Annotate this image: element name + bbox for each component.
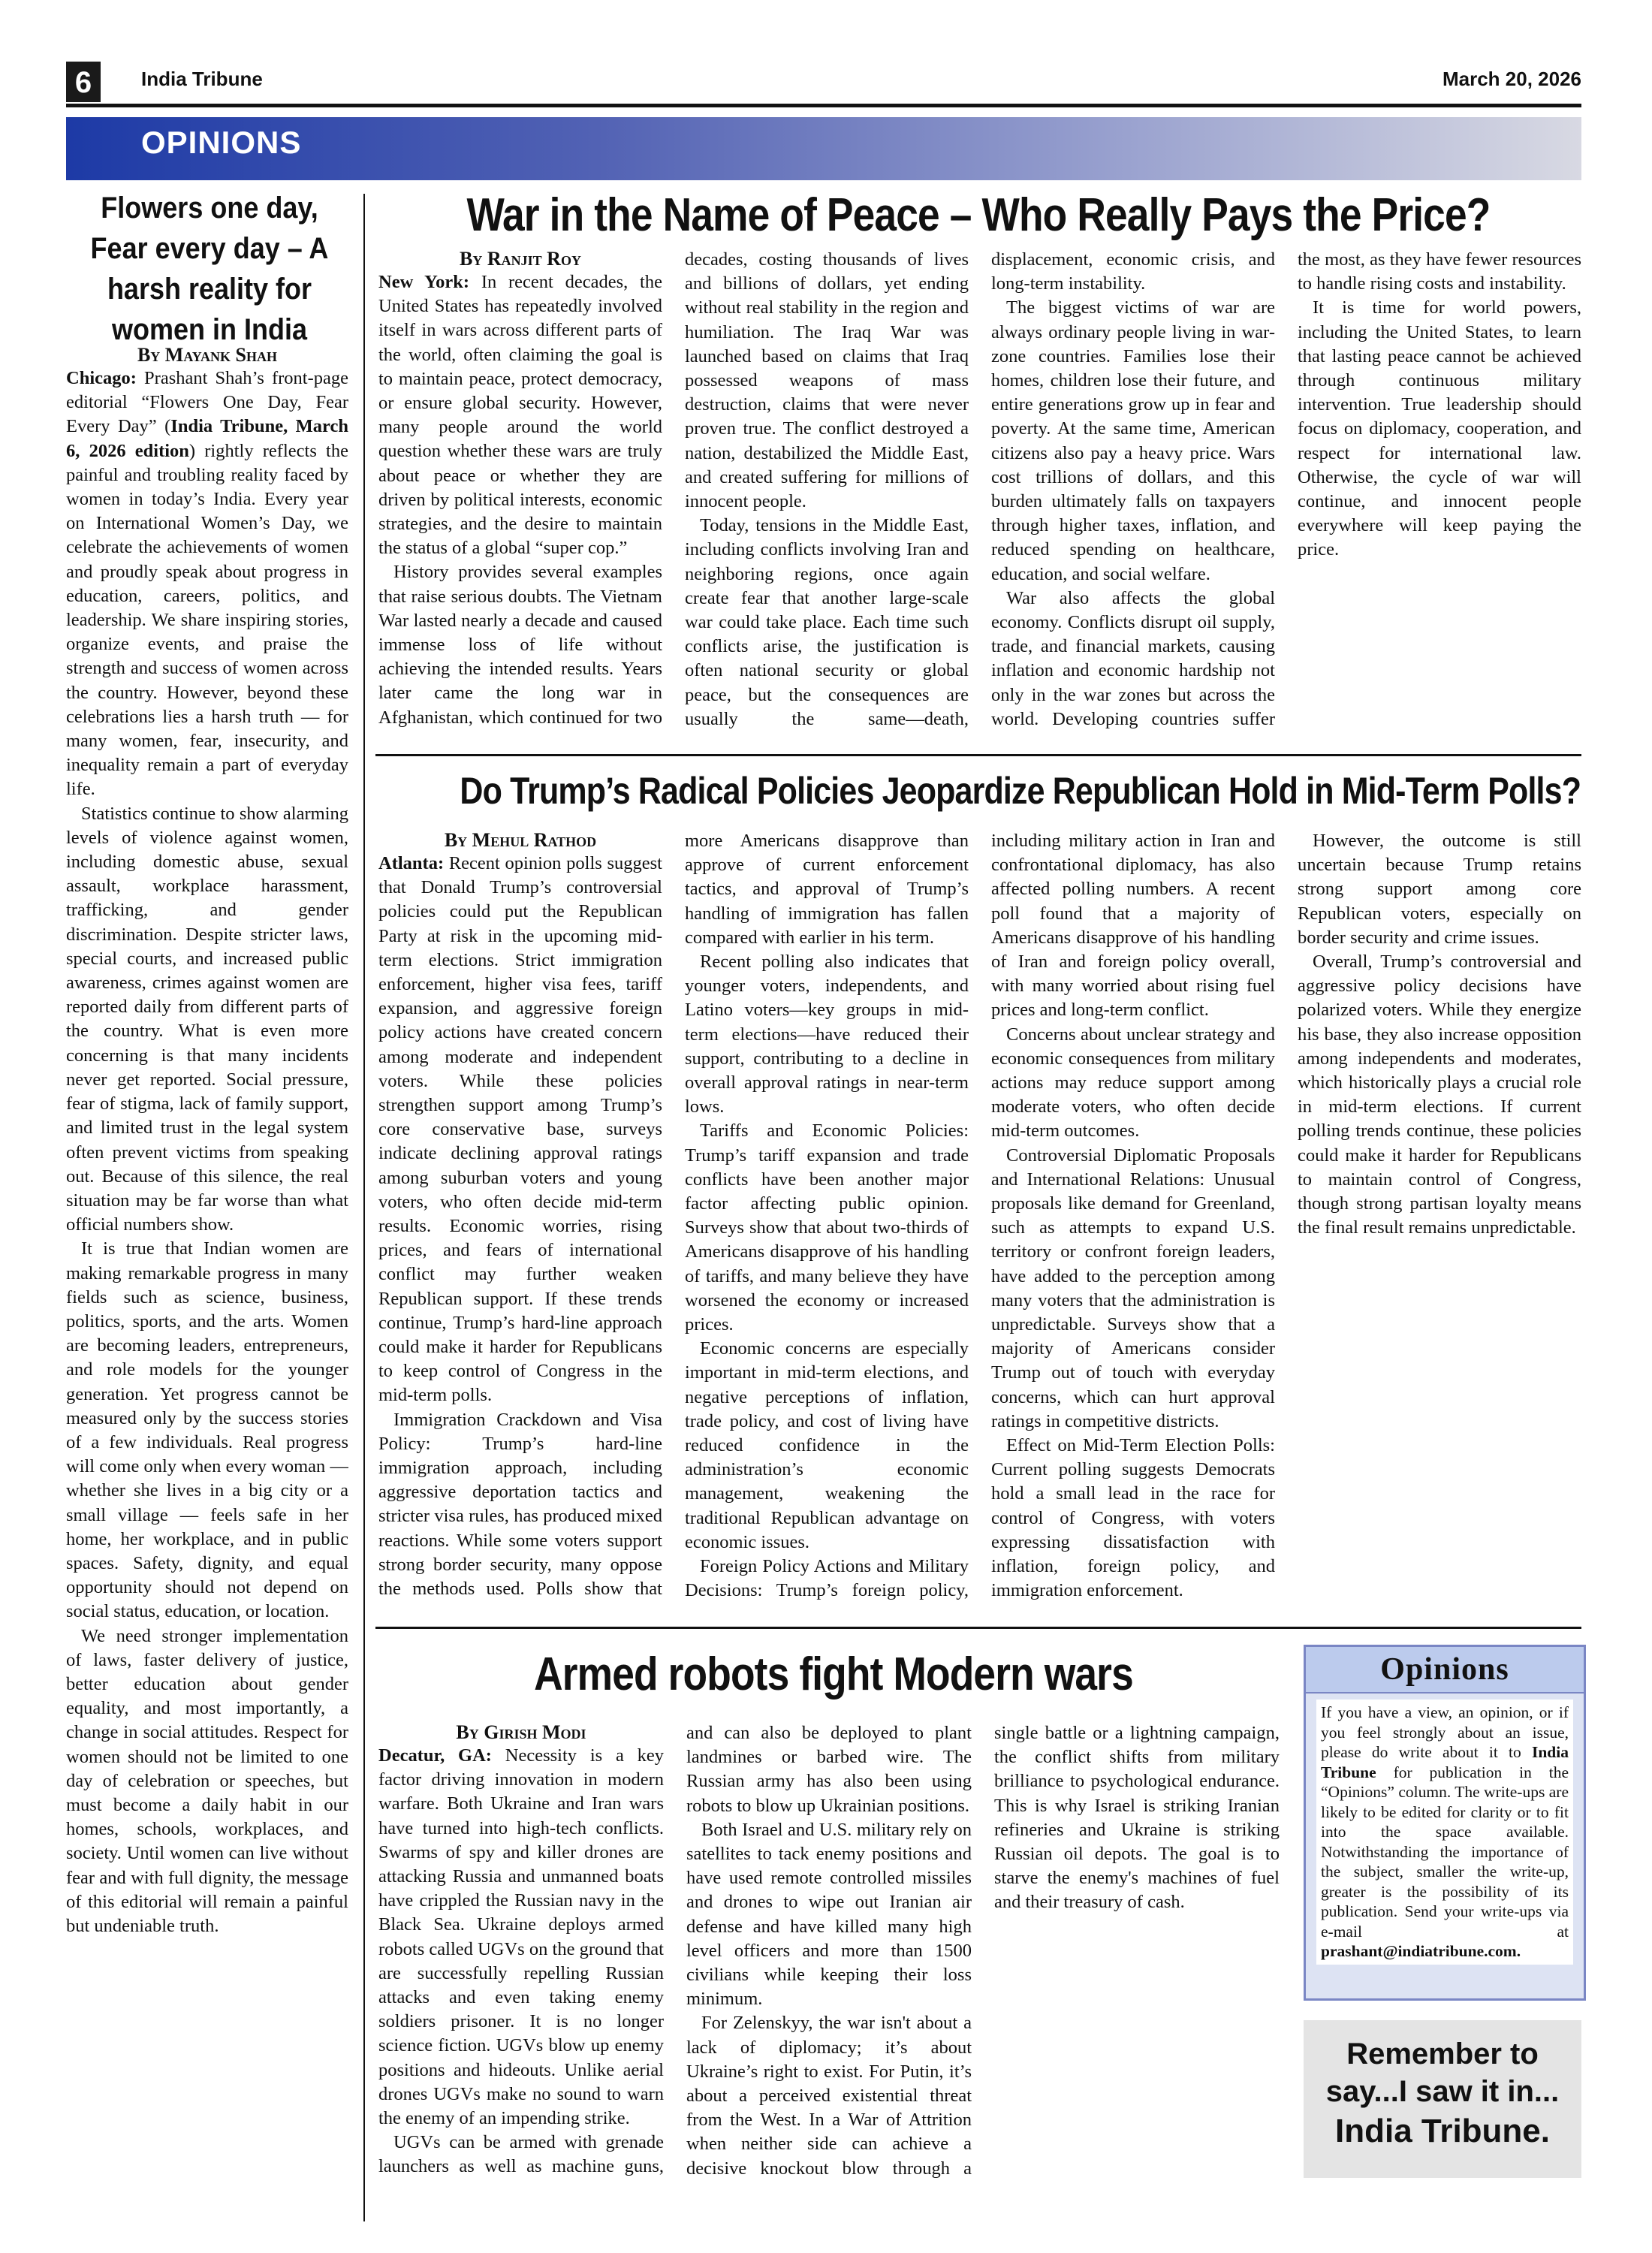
- women-dateline: Chicago:: [66, 368, 137, 388]
- promo-line-1: Remember to say...I saw it in...: [1325, 2037, 1560, 2108]
- opinions-box-text: If you have a view, an opinion, or if you feel strongly about an issue, please do write about it to India Tribune for publication in the “Opinions” column. The write-ups are likely to be edited for clarity or to fit into the space available. Notwithstanding the importance of the subject, smaller the write-up, greater is the possibility of its publication. Send your write-ups via e-mail at prashant@indiatribune.com.: [1316, 1700, 1573, 1965]
- trump-article-byline: By Mehul Rathod: [444, 829, 597, 851]
- issue-date: March 20, 2026: [1442, 68, 1581, 90]
- robots-dateline: Decatur, GA:: [378, 1745, 492, 1766]
- war-article-paragraph: The biggest victims of war are always ordinary people living in war-zone countries. Families lose their homes, children lose their future, and entire generations grow up in fear and poverty. At the same time, American citizens also pay a heavy price. Wars cost trillions of dollars, and this burden ultimately falls on taxpayers through higher taxes, inflation, and reduced spending on healthcare, education, and social welfare.: [991, 297, 1275, 584]
- women-article-paragraph: It is true that Indian women are making remarkable progress in many fields such as science, business, politics, sports, and the arts. Women are becoming leaders, entrepreneurs, and role models for the younger generation. Yet progress cannot be measured only by the success stories of a few individuals. Real progress will come only when every woman — whether she lives in a big city or a small village — feels safe in her home, her workplace, and in public spaces. Safety, dignity, and equal opportunity should not depend on social status, education, or location.: [66, 1238, 348, 1622]
- robots-article-paragraph: UGVs can be armed with grenade launchers as well as machine guns, and can also be deployed to plant landmines or barbed wire. The Russian army has also been using robots to blow up Ukrainian positions.: [378, 1723, 972, 2177]
- publication-name: India Tribune: [141, 68, 263, 90]
- opinions-box: [1304, 1645, 1586, 2001]
- section-title: OPINIONS: [141, 125, 302, 160]
- women-article-headline: Flowers one day, Fear every day – A harsh reality for women in India: [90, 192, 329, 346]
- war-article-byline: By Ranjit Roy: [460, 248, 581, 270]
- trump-article-body: [378, 829, 1581, 1619]
- women-article-body: [66, 344, 348, 2203]
- trump-article-paragraph: Economic concerns are especially important in mid-term elections, and negative perceptions of inflation, trade policy, and cost of living have reduced confidence in the administration’s economic management, weakening the traditional Republican advantage on economic issues.: [685, 1338, 969, 1552]
- war-dateline: New York:: [378, 272, 470, 292]
- trump-article-paragraph: Effect on Mid-Term Election Polls: Current polling suggests Democrats hold a small lead in the race for control of Congress, with voters expressing dissatisfaction with inflation, foreign policy, and immigration enforcement.: [991, 1435, 1275, 1601]
- war-article-paragraph: It is time for world powers, including the United States, to learn that lasting peace cannot be achieved through continuous military intervention. True leadership should focus on diplomacy, cooperation, and respect for international law. Otherwise, the cycle of war will continue, and innocent people everywhere will keep paying the price.: [1298, 297, 1581, 560]
- women-article-byline: By Mayank Shah: [137, 344, 278, 366]
- trump-article-paragraph: Atlanta: Recent opinion polls suggest that Donald Trump’s controversial policies could put the Republican Party at risk in the upcoming mid-term elections. Strict immigration enforcement, higher visa fees, tariff expansion, and aggressive foreign policy actions have created concern among moderate and independent voters. While these policies strengthen support among Trump’s core conservative base, surveys indicate declining approval ratings among suburban voters and young voters, who often decide mid-term results. Economic worries, rising prices, and fears of international conflict may further weaken Republican support. If these trends continue, Trump’s hard-line approach could make it harder for Republicans to keep control of Congress in the mid-term polls.: [378, 853, 662, 1406]
- opinions-box-title: Opinions: [1306, 1647, 1584, 1694]
- robots-article-paragraph: Decatur, GA: Necessity is a key factor driving innovation in modern warfare. Both Ukraine and Iran wars have turned into high-tech conflicts. Swarms of spy and killer drones are attacking Russia and unmanned boats have crippled the Russian navy in the Black Sea. Ukraine deploys armed robots called UGVs on the ground that are successfully repelling Russian attacks and even taking enemy soldiers prisoner. It is no longer science fiction. UGVs blow up enemy positions and hideouts. Unlike aerial drones UGVs make no sound to warn the enemy of an impending strike.: [378, 1745, 665, 2129]
- trump-article-paragraph: Tariffs and Economic Policies: Trump’s tariff expansion and trade conflicts have been another major factor affecting public opinion. Surveys show that about two-thirds of Americans disapprove of his handling of tariffs, and many believe they have worsened the economy or increased prices.: [685, 1120, 969, 1335]
- women-article-paragraph: Statistics continue to show alarming levels of violence against women, including domestic abuse, sexual assault, workplace harassment, trafficking, and gender discrimination. Despite stricter laws, special courts, and increased public awareness, crimes against women are reported daily from different parts of the country. What is even more concerning is that many incidents never get reported. Social pressure, fear of stigma, lack of family support, and limited trust in the legal system often prevent victims from speaking out. Because of this silence, the real situation may be far worse than what official numbers show.: [66, 803, 348, 1235]
- page-header: [66, 62, 1581, 105]
- women-article-paragraph: Chicago: Prashant Shah’s front-page editorial “Flowers One Day, Fear Every Day” (India Tribune, March 6, 2026 edition) rightly reflects the painful and troubling reality faced by women in today’s India. Every year on International Women’s Day, we celebrate the achievements of women and proudly speak about progress in education, careers, politics, and leadership. We share inspiring stories, organize events, and praise the strength and success of women across the country. However, beyond these celebrations lies a harsh truth — for many women, fear, insecurity, and inequality remain a part of everyday life.: [66, 368, 348, 800]
- war-article-rule: [375, 754, 1581, 756]
- robots-article-body: [378, 1721, 1280, 2202]
- robots-article-headline: Armed robots fight Modern wars: [534, 1648, 1133, 1700]
- robots-article-byline: By Girish Modi: [456, 1721, 586, 1743]
- war-article-paragraph: Today, tensions in the Middle East, including conflicts involving Iran and neighboring regions, once again create fear that another large-scale war could take place. Each time such conflicts arise, the justification is often national security or global peace, but the consequences are usually the same—death, displacement, economic crisis, and long-term instability.: [685, 249, 1275, 729]
- war-article-paragraph: History provides several examples that raise serious doubts. The Vietnam War lasted nearly a decade and caused immense loss of life without achieving the intended results. Years later came the long war in Afghanistan, which continued for two decades, costing thousands of lives and billions of dollars, yet ending without real stability in the region and humiliation. The Iraq War was launched based on claims that Iraq possessed weapons of mass destruction, claims that were never proven true. The conflict destroyed a nation, destabilized the Middle East, and created suffering for millions of innocent people.: [378, 249, 969, 728]
- header-rule: [66, 104, 1581, 107]
- promo-box: [1304, 2020, 1581, 2178]
- war-article-body: [378, 248, 1581, 743]
- war-article-paragraph: New York: In recent decades, the United States has repeatedly involved itself in wars across different parts of the world, often claiming the goal is to maintain peace, protect democracy, or ensure global security. However, many people around the world question whether these wars are truly about peace or whether they are driven by political interests, economic strategies, and the desire to maintain the status of a global “super cop.”: [378, 272, 662, 559]
- trump-dateline: Atlanta:: [378, 853, 445, 873]
- trump-article-paragraph: Concerns about unclear strategy and economic consequences from military actions may reduce support among moderate voters, who often decide mid-term outcomes.: [991, 1024, 1275, 1142]
- trump-article-paragraph: Controversial Diplomatic Proposals and International Relations: Unusual proposals like demand for Greenland, such as attempts to expand U.S. territory or confront foreign leaders, have added to the perception among many voters that the administration is unpredictable. Surveys show that a majority of Americans consider Trump out of touch with everyday concerns, which can hurt approval ratings in competitive districts.: [991, 1145, 1275, 1431]
- war-article-paragraph: War also affects the global economy. Conflicts disrupt oil supply, trade, and financial markets, causing inflation and economic hardship not only in the war zones but across the world. Developing countries suffer the most, as they have fewer resources to handle rising costs and instability.: [991, 249, 1581, 729]
- robots-article-paragraph: Both Israel and U.S. military rely on satellites to tack enemy positions and have used remote controlled missiles and drones to wipe out Iranian air defense and have killed many high level officers and more than 1500 civilians while keeping their loss minimum.: [686, 1819, 972, 2010]
- promo-line-2: India Tribune.: [1334, 2113, 1551, 2149]
- trump-article-paragraph: Foreign Policy Actions and Military Decisions: Trump’s foreign policy, including military action in Iran and confrontational diplomacy, has also affected polling numbers. A recent poll found that a majority of Americans disapprove of his handling of Iran and foreign policy overall, with many worried about rising fuel prices and long-term conflict.: [685, 831, 1275, 1601]
- trump-article-paragraph: Immigration Crackdown and Visa Policy: Trump’s hard-line immigration approach, including aggressive deportation tactics and stricter visa rules, has produced mixed reactions. While some voters support strong border security, many oppose the methods used. Polls show that more Americans disapprove than approve of current enforcement tactics, and approval of Trump’s handling of immigration has fallen compared with earlier in his term.: [378, 831, 969, 1600]
- trump-article-headline: Do Trump’s Radical Policies Jeopardize Republican Hold in Mid-Term Polls?: [460, 770, 1581, 812]
- opinions-box-email[interactable]: prashant@indiatribune.com.: [1321, 1942, 1521, 1960]
- robots-article-paragraph: For Zelenskyy, the war isn't about a lack of diplomacy; it’s about Ukraine’s right to exist. For Putin, it’s about a perceived existential threat from the West. In a War of Attrition when neither side can achieve a decisive knockout blow through a single battle or a lightning campaign, the conflict shifts from military brilliance to psychological endurance. This is why Israel is striking Iranian refineries and Ukraine is striking Russian oil depots. The goal is to starve the enemy's machines of fuel and their treasury of cash.: [686, 1723, 1280, 2179]
- sidebar-divider: [363, 194, 365, 2221]
- war-article-headline: War in the Name of Peace – Who Really Pays the Price?: [466, 189, 1491, 241]
- page-number: 6: [66, 62, 101, 102]
- section-band: [66, 117, 1581, 180]
- trump-article-paragraph: Recent polling also indicates that younger voters, independents, and Latino voters—key groups in mid-term elections—have reduced their support, contributing to a decline in overall approval ratings in near-term lows.: [685, 952, 969, 1117]
- trump-article-paragraph: However, the outcome is still uncertain because Trump retains strong support among core Republican voters, especially on border security and crime issues.: [1298, 831, 1581, 948]
- trump-article-rule: [375, 1627, 1581, 1629]
- trump-article-paragraph: Overall, Trump’s controversial and aggressive policy decisions have polarized voters. While they energize his base, they also increase opposition among independents and moderates, which historically plays a crucial role in mid-term elections. If current polling trends continue, these policies could make it harder for Republicans to maintain control of Congress, though strong partisan loyalty means the final result remains unpredictable.: [1298, 952, 1581, 1238]
- women-article-paragraph: We need stronger implementation of laws, faster delivery of justice, better education about gender equality, and most importantly, a change in social attitudes. Respect for women should not be limited to one day of celebration or speeches, but must become a daily habit in our homes, schools, workplaces, and society. Until women can live without fear and with full dignity, the message of this editorial will remain a painful but undeniable truth.: [66, 1625, 348, 1936]
